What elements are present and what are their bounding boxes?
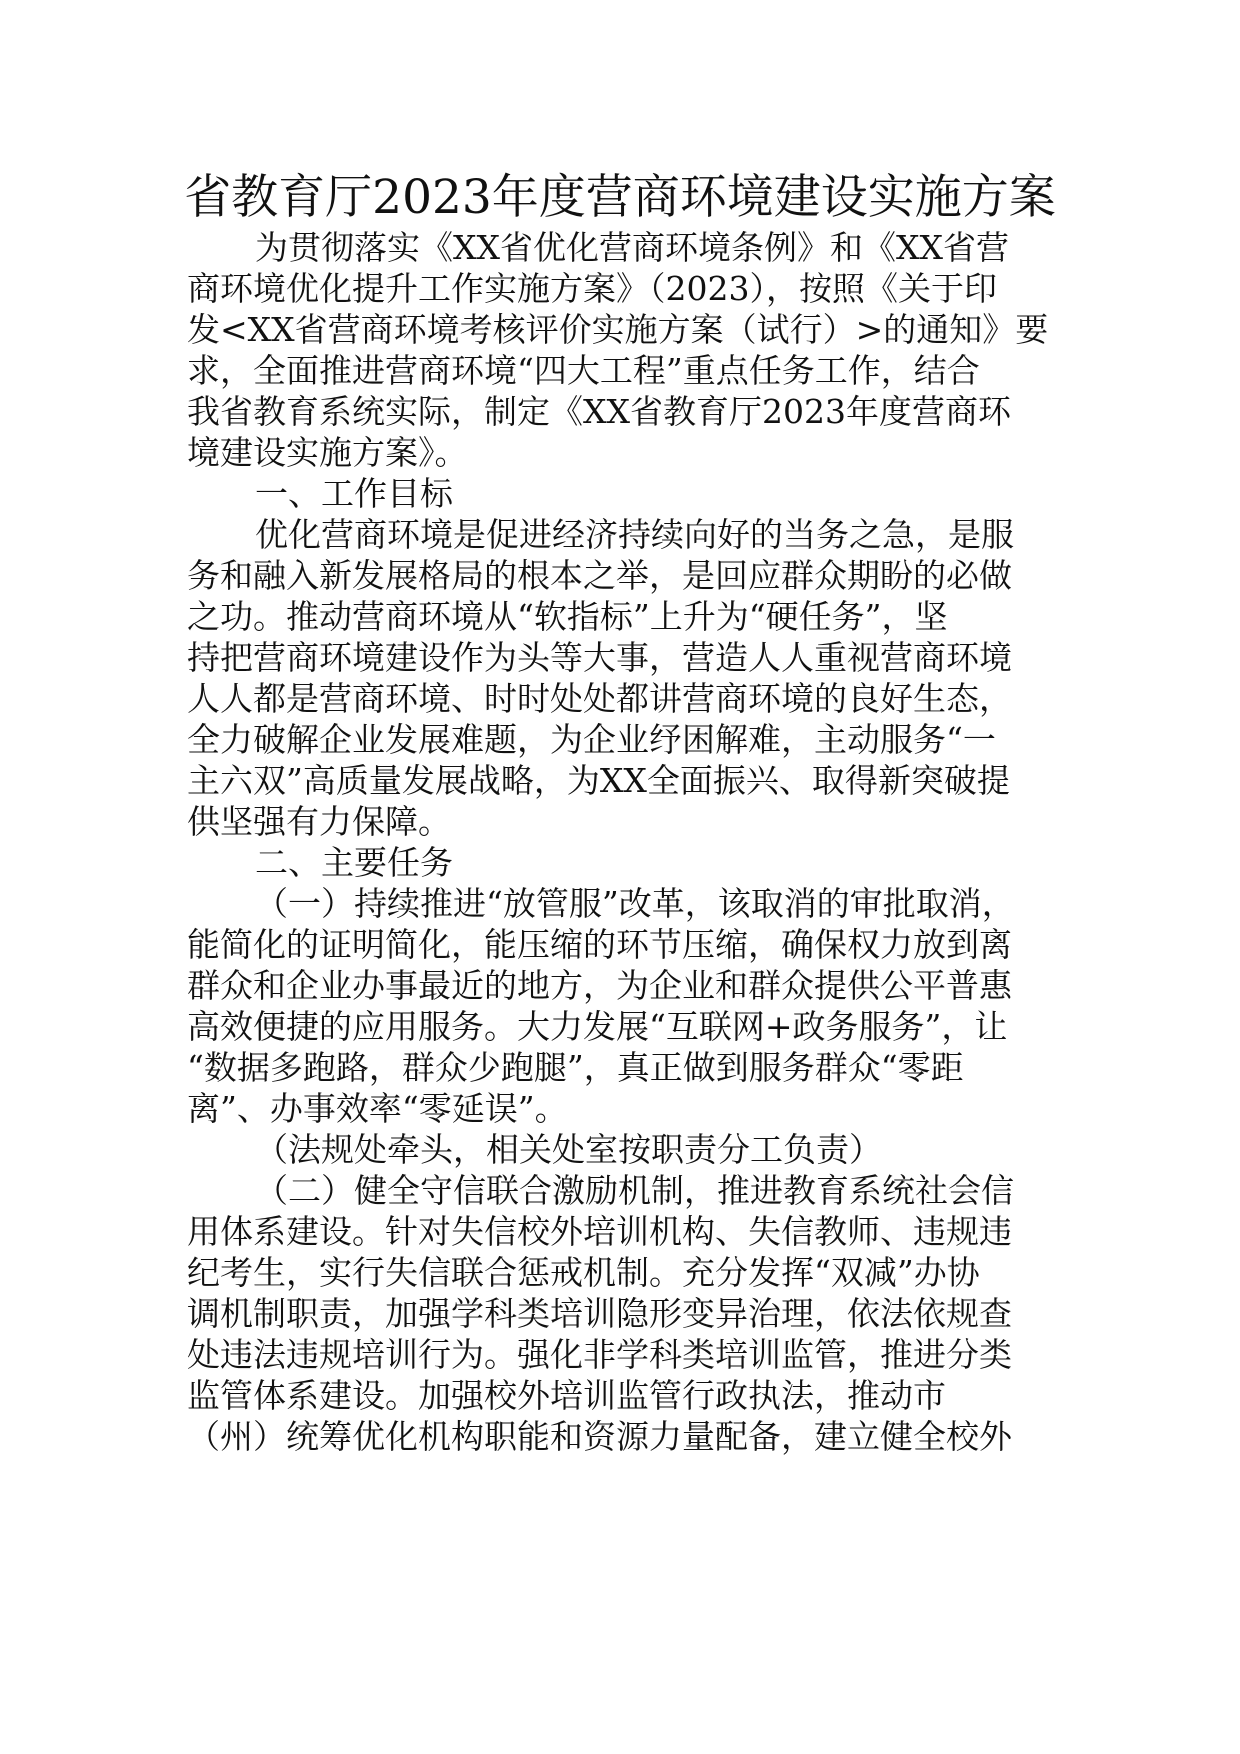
paragraph-line: 用体系建设。针对失信校外培训机构、失信教师、违规违 [187,1212,1012,1251]
paragraph-line: “数据多跑路，群众少跑腿”，真正做到服务群众“零距 [187,1048,964,1087]
paragraph-line: 我省教育系统实际，制定《XX省教育厅2023年度营商环 [187,392,1011,431]
responsibility-note: （法规处牵头，相关处室按职责分工负责） [255,1130,882,1169]
section-heading: 二、主要任务 [255,843,453,882]
paragraph-line: 能简化的证明简化，能压缩的环节压缩，确保权力放到离 [187,925,1012,964]
section-heading: 一、工作目标 [255,474,453,513]
paragraph-line: 务和融入新发展格局的根本之举，是回应群众期盼的必做 [187,556,1012,595]
paragraph-line: 为贯彻落实《XX省优化营商环境条例》和《XX省营 [255,228,1009,267]
document-title: 省教育厅2023年度营商环境建设实施方案 [184,170,1056,225]
paragraph-line: 高效便捷的应用服务。大力发展“互联网+政务服务”，让 [187,1007,1008,1046]
paragraph-line: 人人都是营商环境、时时处处都讲营商环境的良好生态， [187,679,1012,718]
paragraph-line: （二）健全守信联合激励机制，推进教育系统社会信 [255,1171,1014,1210]
paragraph-line: 商环境优化提升工作实施方案》（2023），按照《关于印 [187,269,997,308]
paragraph-line: 优化营商环境是促进经济持续向好的当务之急，是服 [255,515,1014,554]
paragraph-line: 境建设实施方案》。 [187,433,468,472]
paragraph-line: 离”、办事效率“零延误”。 [187,1089,568,1128]
paragraph-line: （州）统筹优化机构职能和资源力量配备，建立健全校外 [187,1417,1012,1456]
paragraph-line: 全力破解企业发展难题，为企业纾困解难，主动服务“一 [187,720,996,759]
paragraph-line: 群众和企业办事最近的地方，为企业和群众提供公平普惠 [187,966,1012,1005]
paragraph-line: 发<XX省营商环境考核评价实施方案（试行）>的通知》要 [187,310,1049,349]
paragraph-line: 持把营商环境建设作为头等大事，营造人人重视营商环境 [187,638,1012,677]
paragraph-line: 处违法违规培训行为。强化非学科类培训监管，推进分类 [187,1335,1012,1374]
paragraph-line: 监管体系建设。加强校外培训监管行政执法，推动市 [187,1376,946,1415]
paragraph-line: 之功。推动营商环境从“软指标”上升为“硬任务”，坚 [187,597,948,636]
paragraph-line: 主六双”高质量发展战略，为XX全面振兴、取得新突破提 [187,761,1010,800]
paragraph-line: 求，全面推进营商环境“四大工程”重点任务工作，结合 [187,351,980,390]
paragraph-line: 调机制职责，加强学科类培训隐形变异治理，依法依规查 [187,1294,1012,1333]
paragraph-line: 供坚强有力保障。 [187,802,451,841]
paragraph-line: （一）持续推进“放管服”改革，该取消的审批取消， [255,884,1015,923]
paragraph-line: 纪考生，实行失信联合惩戒机制。充分发挥“双减”办协 [187,1253,980,1292]
